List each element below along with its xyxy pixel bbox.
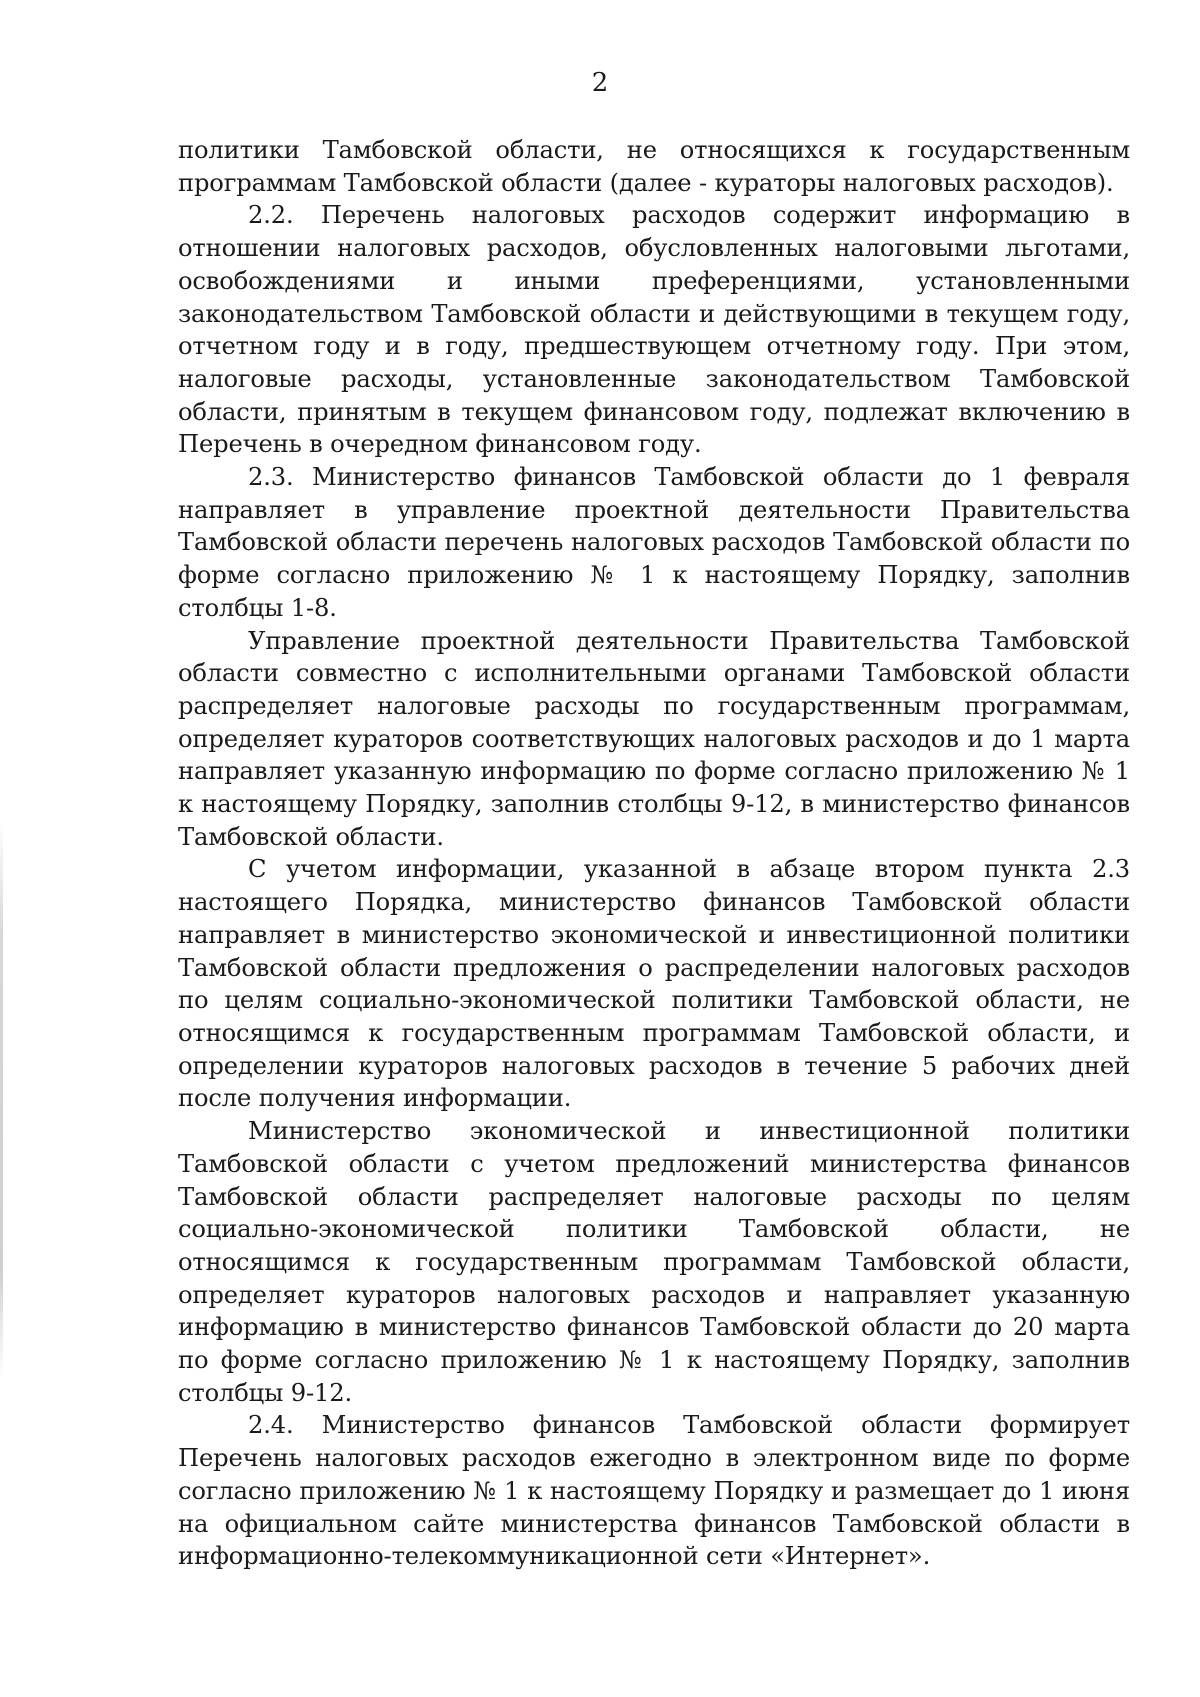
paragraph-finance-ministry-proposals: С учетом информации, указанной в абзаце втором пункта 2.3 настоящего Порядка, министерство финансов Тамбовской области направляет в министерство экономической и инвестиционной политики Тамбовской области предложения о распределении налоговых расходов по целям социально-экономической политики Тамбовской области, не относящимся к государственным программам Тамбовской области, и определении кураторов налоговых расходов в течение 5 рабочих дней после получения информации. xyxy=(178,855,1130,1113)
paragraph-economic-ministry: Министерство экономической и инвестиционной политики Тамбовской области с учетом предложений министерства финансов Тамбовской области распределяет налоговые расходы по целям социально-экономической политики Тамбовской области, не относящимся к государственным программам Тамбовской области, определяет кураторов налоговых расходов и направляет указанную информацию в министерство финансов Тамбовской области до 20 марта по форме согласно приложению № 1 к настоящему Порядку, заполнив столбцы 9-12. xyxy=(178,1117,1130,1407)
paragraph-project-management: Управление проектной деятельности Правительства Тамбовской области совместно с исполнительными органами Тамбовской области распределяет налоговые расходы по государственным программам, определяет кураторов соответствующих налоговых расходов и до 1 марта направляет указанную информацию по форме согласно приложению № 1 к настоящему Порядку, заполнив столбцы 9-12, в министерство финансов Тамбовской области. xyxy=(178,626,1130,851)
page-number: 2 xyxy=(591,68,609,98)
paragraph-clause-2-2: 2.2. Перечень налоговых расходов содержит информацию в отношении налоговых расходов, обусловленных налоговыми льготами, освобождениями и иными преференциями, установленными законодательством Тамбовской области и действующими в текущем году, отчетном году и в году, предшествующем отчетному году. При этом, налоговые расходы, установленные законодательством Тамбовской области, принятым в текущем финансовом году, подлежат включению в Перечень в очередном финансовом году. xyxy=(178,201,1130,459)
paragraph-clause-2-3: 2.3. Министерство финансов Тамбовской области до 1 февраля направляет в управление проектной деятельности Правительства Тамбовской области перечень налоговых расходов Тамбовской области по форме согласно приложению № 1 к настоящему Порядку, заполнив столбцы 1-8. xyxy=(178,463,1130,622)
paragraph-clause-2-4: 2.4. Министерство финансов Тамбовской области формирует Перечень налоговых расходов ежегодно в электронном виде по форме согласно приложению № 1 к настоящему Порядку и размещает до 1 июня на официальном сайте министерства финансов Тамбовской области в информационно-телекоммуникационной сети «Интернет». xyxy=(178,1411,1130,1571)
document-body xyxy=(178,134,1130,1573)
scan-binding-edge xyxy=(0,820,3,1380)
paragraph-continuation: политики Тамбовской области, не относящихся к государственным программам Тамбовской области (далее - кураторы налоговых расходов). xyxy=(178,136,1130,197)
